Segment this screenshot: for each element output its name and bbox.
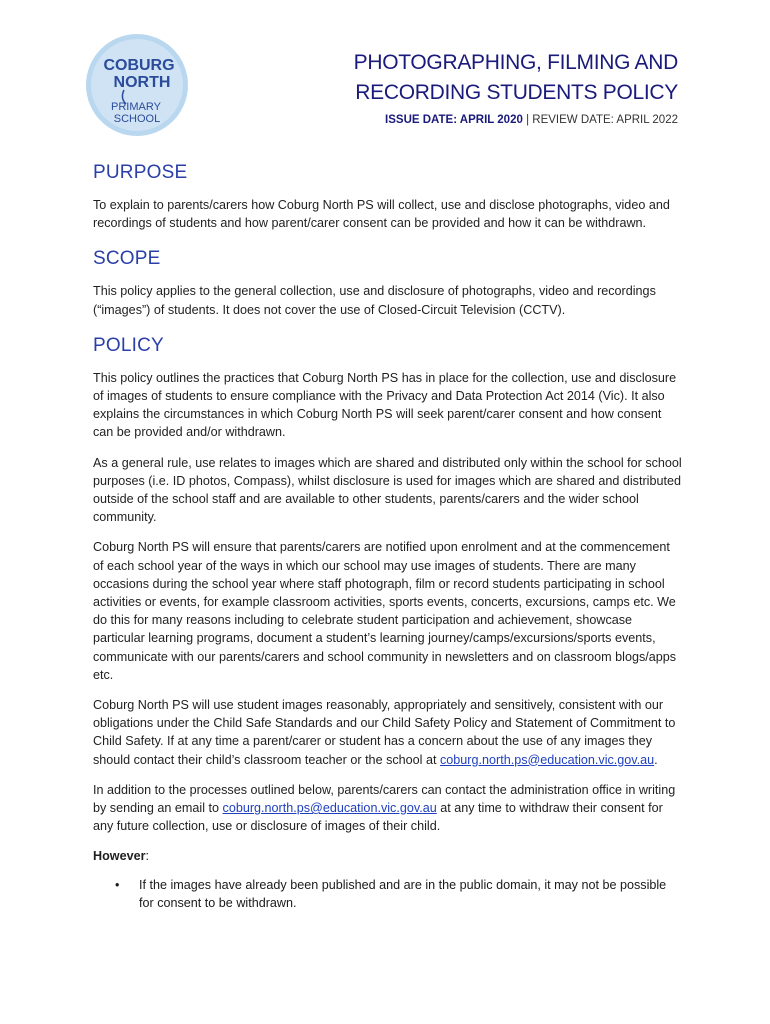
issue-review-dates xyxy=(354,114,678,126)
scope-heading: SCOPE xyxy=(93,248,161,270)
date-separator: | xyxy=(522,114,533,126)
document-header xyxy=(354,48,678,126)
school-logo xyxy=(80,32,194,138)
policy-paragraph-4 xyxy=(93,696,683,769)
purpose-text: To explain to parents/carers how Coburg North PS will collect, use and disclose photographs, video and recordings of students and how parent/carer consent can be provided and how it can be withdrawn. xyxy=(93,198,670,231)
policy-section xyxy=(93,333,683,912)
however-list xyxy=(93,876,683,912)
however-word: However xyxy=(93,849,146,864)
logo-text-primary: PRIMARY xyxy=(111,101,161,113)
policy-paragraph-5-text: In addition to the processes outlined below, parents/carers can contact the administration office in writing by sending an email to xyxy=(93,782,676,816)
list-item xyxy=(93,876,683,912)
review-date: REVIEW DATE: APRIL 2022 xyxy=(532,114,678,126)
logo-text-north: NORTH xyxy=(113,74,171,91)
logo-text-school: SCHOOL xyxy=(113,113,161,125)
however-colon: : xyxy=(145,849,149,864)
policy-paragraph-4-end: . xyxy=(654,752,658,767)
purpose-section xyxy=(93,160,683,232)
document-body xyxy=(93,160,683,926)
however-label xyxy=(93,847,683,865)
policy-paragraph-1: This policy outlines the practices that Coburg North PS has in place for the collection, use and disclosure of images of students to ensure compliance with the Privacy and Data Protection Act 2014 (Vic). It also explains the circumstances in which Coburg North PS will seek parent/carer consent and how consent can be provided and/or withdrawn. xyxy=(93,370,677,440)
bullet-icon: • xyxy=(115,877,120,892)
issue-date: ISSUE DATE: APRIL 2020 xyxy=(385,114,523,126)
school-email-link[interactable]: coburg.north.ps@education.vic.gov.au xyxy=(439,752,655,767)
policy-paragraph-2: As a general rule, use relates to images which are shared and distributed only within the school for school purposes (i.e. ID photos, Compass), whilst disclosure is used for images which are shared and distributed outside of the school staff and are available to other students, parents/carers and the wider school community. xyxy=(93,455,682,525)
document-title-line-2: RECORDING STUDENTS POLICY xyxy=(355,81,678,104)
policy-paragraph-5-end: at any time to withdraw their consent for any future collection, use or disclosure of images of their child. xyxy=(93,801,663,834)
list-item-text: If the images have already been published and are in the public domain, it may not be possible for consent to be withdrawn. xyxy=(139,877,667,910)
policy-paragraph-3: Coburg North PS will ensure that parents/carers are notified upon enrolment and at the commencement of each school year of the ways in which our school may use images of students. There are many occasions during the school year where staff photograph, film or record students participating in school activities or events, for example classroom activities, sports events, concerts, excursions, camps etc. We do this for many reasons including to celebrate student participation and achievement, showcase particular learning programs, document a student’s learning journey/camps/excursions/sports events, communicate with our parents/carers and school community in newsletters and on classroom blogs/apps etc. xyxy=(93,540,677,682)
document-title-line-1: PHOTOGRAPHING, FILMING AND xyxy=(353,51,678,74)
policy-paragraph-5 xyxy=(93,781,683,836)
scope-section xyxy=(93,246,683,318)
purpose-heading: PURPOSE xyxy=(93,162,188,183)
admin-email-link[interactable]: coburg.north.ps@education.vic.gov.au xyxy=(222,801,437,816)
policy-heading: POLICY xyxy=(93,334,164,356)
logo-text-coburg: COBURG xyxy=(103,57,175,74)
scope-text: This policy applies to the general collection, use and disclosure of photographs, video and recordings (“images”) of students. It does not cover the use of Closed-Circuit Television (CCTV). xyxy=(93,284,656,317)
school-logo-graphic xyxy=(80,32,194,138)
policy-paragraph-4-text: Coburg North PS will use student images reasonably, appropriately and sensitively, consistent with our obligations under the Child Safe Standards and our Child Safety Policy and Statement of Commitment to Child Safety. If at any time a parent/carer or student has a concern about the use of any images they should contact their child’s classroom teacher or the school at xyxy=(93,698,676,767)
